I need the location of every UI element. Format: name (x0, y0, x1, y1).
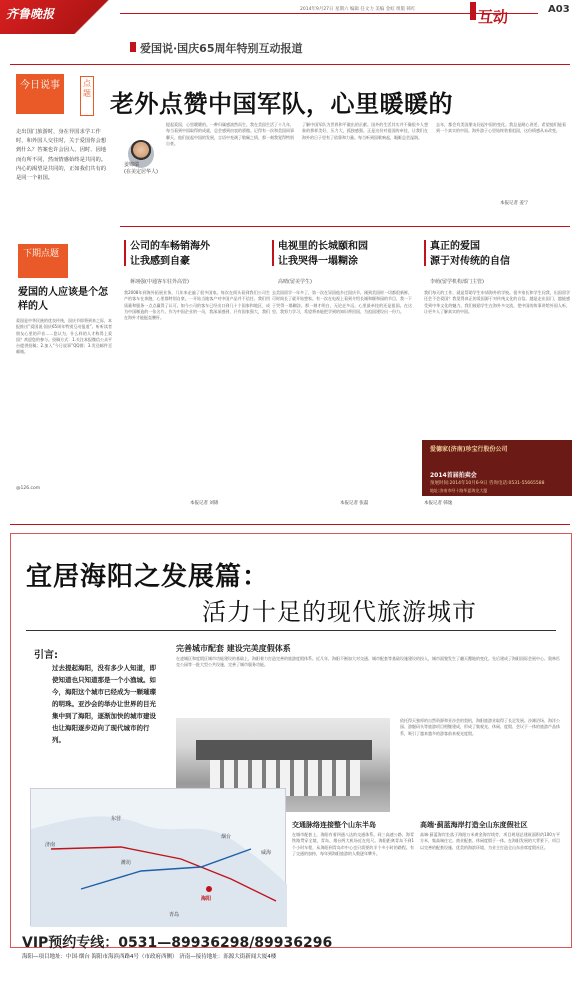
section-2-title: 交通脉络连接整个山东半岛 (292, 821, 376, 829)
section-title: 互动 (478, 8, 509, 26)
column-marker (130, 42, 136, 52)
map-label: 青岛 (169, 912, 180, 918)
article-column-1: 提起爱国，心里暖暖的。一种归属感油然而生。我在美国生活了十几年，每当看到中国取得的成就，总会感到由衷的骄傲。记得有一次和美国同事聊天，他们说起中国的发展，言语中充满了敬佩之情，那一刻我觉得特别自豪。 (166, 122, 294, 146)
article-column-3: 去年，都会有美国朋友问起中国的变化。我总是耐心讲述，希望他们能看到一个真实的中国。海外游子心里始终装着祖国，这份情感从未改变。 (436, 122, 566, 134)
author-note: (在美定居华人) (124, 169, 158, 175)
subhead-marker (124, 240, 126, 266)
section-divider (10, 524, 570, 525)
address-footer: 海阳—项目地址：中国·烟台 海阳市海滨西路4号（市政府西侧） 济南—接待地址：泺源大街新闻大厦4楼 (22, 954, 277, 960)
header-divider (10, 64, 570, 65)
map-label: 烟台 (221, 834, 232, 840)
sub-article-3-body: 我们每天的工作，就是帮助学生申请海外的学校。很多家长和学生问我，出国留学还会不会爱国？我觉得真正的爱国源于对传统文化的自信。越是走出国门，越能感受到中华文化的魅力。我们鼓励学生在海外多交流，把中国的故事讲给外国人听，让更多人了解真实的中国。 (424, 290, 570, 314)
sub-article-3-title: 真正的爱国 源于对传统的自信 (430, 241, 510, 267)
intro-text: 走出国门旅游时，身在异国求学工作时，和外国人交往时，关于爱国你会想到什么？答案也许会因人、因时、因地而有所不同，然而情感始终是共同的。内心的渴望是共同的，正如我们共有的是同一个祖国。 (16, 129, 107, 182)
feature-rule (26, 630, 556, 631)
ad-address: 地址:济南市经十路华夏海龙大厦 (430, 488, 488, 493)
date-line: 2014年9月27日 星期六 编辑 任文力 美编 金虹 组版 韩红 (300, 7, 416, 12)
feature-title: 宜居海阳之发展篇： (26, 562, 270, 592)
next-topic-badge: 下期点题 (18, 244, 68, 278)
next-topic-body: 爱国是中华民族的优良传统，国庆节即将到来之际，本报推出“爱国说·国庆65周年特别互动报道”。听听读者朋友心里的声音……您认为，什么样的人才称得上爱国？欢迎您的参与。投稿方式：1.关注本报微信公众平台提供投稿；2.加入“今日说事”QQ群；3.发送邮件至邮箱。 (16, 318, 112, 355)
comment-badge: 点题 (80, 76, 94, 116)
section-2-body: 在城市配套上，海阳有着四通八达的交通体系。同三高速公路、海青铁路贯穿全境，青岛、烟台两大机场近在咫尺。海阳距离青岛不到1个小时车程，从海阳到青岛市中心也只需要约半个多小时的路程。有了交通的加持，每年到海阳旅游的人数逐年攀升。 (292, 832, 414, 856)
ad-title: 2014首届拍卖会 (430, 472, 477, 479)
contact-email: @126.com (16, 486, 41, 491)
section-3-title: 高端·蓟蓝海岸打造全山东度假社区 (420, 821, 528, 829)
photo-side-text: 依托得天独厚的自然资源和亚沙会的契机，海阳旅游业取得了长足发展。沙滩浴场、海洋公园、游艇码头等旅游项目相继建成，形成了集观光、休闲、度假、会议于一体的旅游产品体系，吸引了越来越多的游客前来观光度假。 (400, 718, 560, 736)
section-marker (470, 2, 476, 20)
section-3-body: 高端·蓟蓝海岸坐落于海阳万米黄金海岸线旁，项目规划总建筑面积约100万平方米，集高端住宅、商业配套、休闲度假于一体。在海阳发展的大背景下，项目以完善的配套设施、优美的海滨环境，为业主打造全山东首席度假社区。 (420, 832, 560, 850)
ad-phone: 预展时间:2014年10月6-9日 咨询电话:0531-55665588 (430, 481, 545, 486)
author-name: 姜锦瑞 (124, 162, 140, 168)
map-label: 威海 (261, 850, 272, 856)
map-label: 海阳 (201, 896, 212, 902)
vip-hotline: VIP预约专线：0531—89936298/89936296 (22, 935, 333, 951)
column-title: 爱国说·国庆65周年特别互动报道 (140, 42, 303, 55)
author-credit (124, 162, 158, 176)
sub-article-1-body: 我2008年到海外拓展业务，几年来走遍了很多国家。每次在街头看到我们公司生产的客车在奔跑，心里都特别自豪。一开始当地客户对中国产品并不信任，我们用质量和服务一点点赢得了认可。如今公司的客车已经出口到几十个国家和地区，成为中国制造的一张名片。作为中国企业的一员，我深深感到，只有国家强大，我们在海外才能挺直腰杆。 (124, 290, 270, 321)
photo-roof (196, 740, 372, 760)
sub-article-2-title: 电视里的长城颐和园 让我哭得一塌糊涂 (278, 241, 368, 267)
map-label: 东营 (111, 816, 122, 822)
haiyang-marker (206, 886, 212, 892)
column-3-editor: 本报记者 姜宁 (500, 201, 529, 206)
feature-subtitle: 活力十足的现代旅游城市 (202, 598, 477, 626)
sub-article-3-byline: 李萌(留学机构部门主管) (430, 279, 484, 285)
sub-article-2-editor: 本报记者 张磊 (340, 501, 369, 506)
sub-article-2-byline: 高晴(留美学生) (278, 279, 312, 285)
mid-divider (120, 226, 570, 227)
newspaper-logo: 齐鲁晚报 (6, 7, 55, 21)
intro-label: 引言: (34, 650, 58, 661)
transport-map (30, 788, 286, 926)
sub-article-3-editor: 本报记者 韩逸 (424, 501, 453, 506)
map-graphic (31, 789, 287, 927)
sub-article-1-editor: 本报记者 刘锦 (190, 501, 219, 506)
page-number: A03 (548, 4, 570, 15)
sub-article-2-body: 去美国留学一年多了，第一次在异国他乡过国庆节。刚到美国时一切都很新鲜，可时间长了就开始想家。有一次在电视上看到介绍长城和颐和园的节目，我一下子哭得一塌糊涂。那一刻才明白，无论走多远，心里最牵挂的还是祖国。在这里，我努力学习，希望将来能把学到的知识带回国，为祖国建设出一份力。 (272, 290, 412, 314)
intro-paragraph: 过去提起海阳，没有多少人知道，即使知道也只知道那是一个小渔城。如今，海阳这个城市已经成为一颗璀璨的明珠。亚沙会的举办让世界的目光集中到了海阳，逐渐加快的城市建设也让海阳逐步迈向了现代城市的行列。 (52, 664, 156, 744)
article-column-2: 了解中国军队为世界和平做出的贡献。国外的生活其实并不像很多人想象的那样美好，压力大，孤独感强。正是这份对祖国的牵挂，让我们在海外的日子里有了依靠和力量。每当听到国歌响起，眼眶总会湿润。 (302, 122, 428, 140)
subhead-marker (272, 240, 274, 266)
sub-article-1-byline: 蒋翊强(中通客车驻外高管) (130, 279, 189, 285)
sub-article-1-title: 公司的车畅销海外 让我感到自豪 (130, 241, 210, 267)
land-area (31, 816, 287, 927)
today-badge: 今日说事 (16, 74, 64, 114)
next-topic-title: 爱国的人应该是个怎样的人 (18, 287, 108, 312)
subhead-marker (424, 240, 426, 266)
map-label: 潍坊 (121, 860, 132, 866)
ad-company: 爱德家(济南)珍宝行股份公司 (430, 446, 508, 453)
section-1-title: 完善城市配套 建设完美度假体系 (176, 644, 291, 653)
map-label: 济南 (45, 842, 56, 848)
section-1-body: 在凌城区和度假区城市功能建设的基础上，海阳着力打造完善的旅游度假体系。近几年，海阳不断加大对交通、城市配套等基础设施建设的投入，城市面貌发生了翻天覆地的变化。先后建成了海阳国际会展中心、奥林匹克公园等一批大型公共设施，完善了城市服务功能。 (176, 656, 560, 668)
headline: 老外点赞中国军队，心里暖暖的 (110, 90, 453, 118)
